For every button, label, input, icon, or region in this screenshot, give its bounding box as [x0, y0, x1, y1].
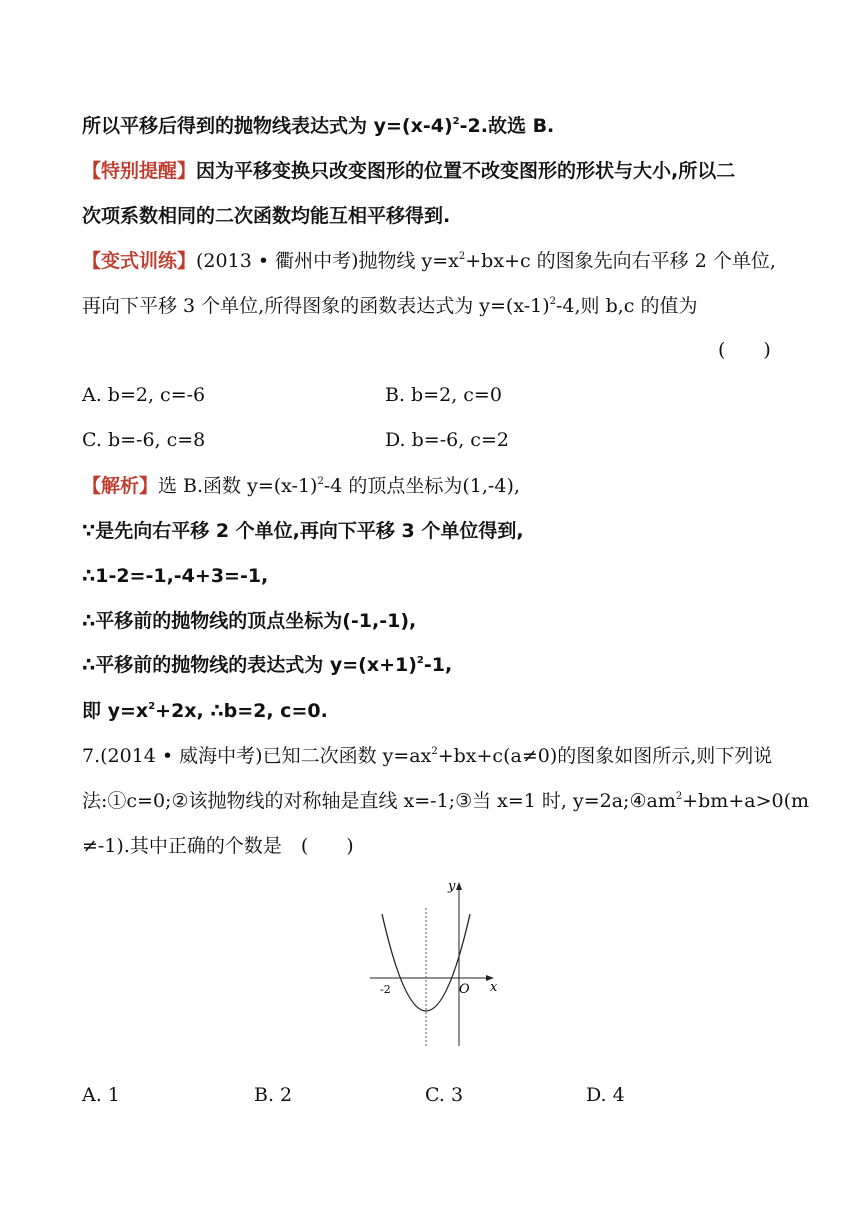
option-a: A. b=2, c=-6	[82, 384, 206, 406]
text-segment: +bm+a>0(m	[682, 790, 810, 812]
tick-label-neg2: -2	[380, 983, 391, 996]
exercise-tag: 【变式训练】	[82, 250, 197, 272]
y-axis-label: y	[448, 879, 456, 894]
q7-option-b: B. 2	[254, 1084, 293, 1106]
q7-option-c: C. 3	[425, 1084, 464, 1106]
text-segment: 即 y=x	[82, 700, 149, 722]
question7-line-1	[82, 747, 772, 766]
solution-line-1	[82, 477, 520, 496]
question7-line-2	[82, 792, 809, 811]
text-segment: 7.(2014 • 威海中考)已知二次函数 y=ax	[82, 745, 432, 767]
option-d: D. b=-6, c=2	[385, 429, 509, 451]
superscript: 2	[148, 701, 156, 712]
q7-option-d: D. 4	[586, 1084, 625, 1106]
superscript: 2	[416, 655, 424, 666]
exercise-line-1	[82, 252, 776, 271]
text-segment: +2x, ∴b=2, c=0.	[155, 700, 328, 722]
answer-paren: ( )	[718, 339, 771, 361]
parabola-graph	[362, 876, 512, 1056]
q7-option-a: A. 1	[82, 1084, 120, 1106]
text-segment: 再向下平移 3 个单位,所得图象的函数表达式为 y=(x-1)	[82, 295, 550, 317]
question7-line-3: ≠-1).其中正确的个数是 ( )	[82, 835, 354, 857]
solution-line-4: ∴平移前的抛物线的顶点坐标为(-1,-1),	[82, 610, 417, 632]
text-segment: 法:①c=0;②该抛物线的对称轴是直线 x=-1;③当 x=1 时, y=2a;④am	[82, 790, 676, 812]
text-segment: +bx+c(a≠0)的图象如图所示,则下列说	[437, 745, 773, 767]
text-segment: 选 B.函数 y=(x-1)	[158, 475, 318, 497]
superscript: 2	[458, 251, 466, 262]
text-segment: +bx+c 的图象先向右平移 2 个单位,	[465, 250, 776, 272]
solution-line-5	[82, 656, 452, 675]
exercise-line-2	[82, 297, 697, 316]
superscript: 2	[549, 296, 556, 307]
text-segment: -1,	[423, 654, 453, 676]
solution-tag: 【解析】	[82, 475, 159, 497]
option-c: C. b=-6, c=8	[82, 429, 206, 451]
superscript: 2	[317, 476, 324, 487]
superscript: 2	[431, 746, 438, 757]
tip-text: 因为平移变换只改变图形的位置不改变图形的形状与大小,所以二	[196, 160, 736, 182]
x-axis-label: x	[490, 980, 498, 995]
text-segment: -4,则 b,c 的值为	[556, 295, 698, 317]
text-segment: ∴平移前的抛物线的表达式为 y=(x+1)	[82, 654, 417, 676]
superscript: 2	[452, 116, 460, 127]
solution-line-2: ∵是先向右平移 2 个单位,再向下平移 3 个单位得到,	[82, 520, 524, 542]
option-b: B. b=2, c=0	[385, 384, 502, 406]
superscript: 2	[675, 791, 683, 802]
text-segment: 所以平移后得到的抛物线表达式为 y=(x-4)	[82, 115, 453, 137]
y-axis-arrow	[456, 882, 462, 890]
previous-answer-line	[82, 117, 554, 136]
solution-line-3: ∴1-2=-1,-4+3=-1,	[82, 565, 269, 587]
tip-tag: 【特别提醒】	[82, 160, 197, 182]
origin-label: O	[459, 982, 470, 997]
tip-line-1	[82, 162, 735, 181]
text-segment: (2013 • 衢州中考)抛物线 y=x	[196, 250, 459, 272]
tip-line-2: 次项系数相同的二次函数均能互相平移得到.	[82, 205, 451, 227]
solution-line-6	[82, 702, 328, 721]
text-segment: -2.故选 B.	[459, 115, 555, 137]
text-segment: -4 的顶点坐标为(1,-4),	[323, 475, 520, 497]
